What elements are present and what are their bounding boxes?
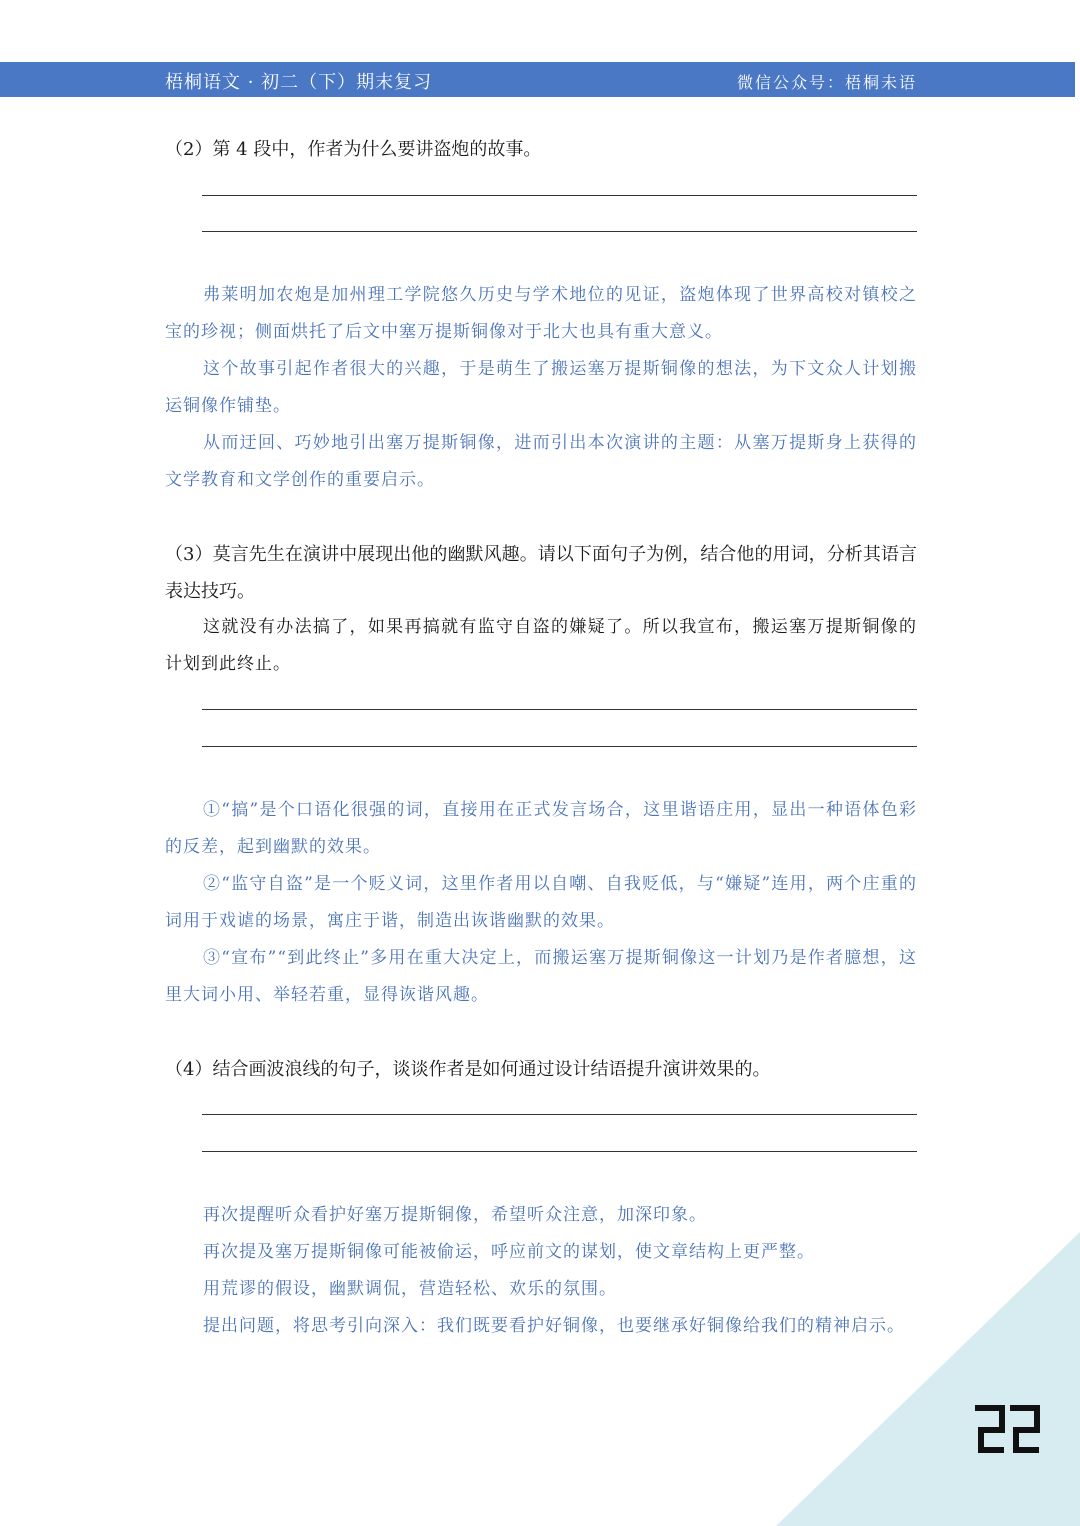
header-account: 微信公众号：梧桐未语 bbox=[736, 73, 917, 92]
answer-paragraph: ②“监守自盗”是一个贬义词，这里作者用以自嘲、自我贬低，与“嫌疑”连用，两个庄重的词用于戏谑的场景，寓庄于谐，制造出诙谐幽默的效果。 bbox=[165, 874, 917, 931]
answer-paragraph: 从而迂回、巧妙地引出塞万提斯铜像，进而引出本次演讲的主题：从塞万提斯身上获得的文学教育和文学创作的重要启示。 bbox=[165, 433, 917, 490]
page-number bbox=[972, 1402, 1042, 1458]
answer-line bbox=[202, 1151, 917, 1152]
question-3-prompt bbox=[165, 536, 917, 610]
quote-text: 这就没有办法搞了，如果再搞就有监守自盗的嫌疑了。所以我宣布，搬运塞万提斯铜像的计划到此终止。 bbox=[165, 617, 917, 674]
answer-line-text: 再次提醒听众看护好塞万提斯铜像，希望听众注意，加深印象。 bbox=[203, 1205, 707, 1225]
header-title: 梧桐语文 · 初二（下）期末复习 bbox=[165, 72, 433, 93]
answer-line bbox=[202, 231, 917, 232]
question-2-prompt: （2）第 4 段中，作者为什么要讲盗炮的故事。 bbox=[165, 139, 542, 160]
answer-paragraph: 这个故事引起作者很大的兴趣，于是萌生了搬运塞万提斯铜像的想法，为下文众人计划搬运铜像作铺垫。 bbox=[165, 359, 917, 416]
answer-line-text: 用荒谬的假设，幽默调侃，营造轻松、欢乐的氛围。 bbox=[203, 1279, 617, 1299]
answer-paragraph: 弗莱明加农炮是加州理工学院悠久历史与学术地位的见证，盗炮体现了世界高校对镇校之宝的珍视；侧面烘托了后文中塞万提斯铜像对于北大也具有重大意义。 bbox=[165, 285, 917, 342]
question-3-prompt-text: （3）莫言先生在演讲中展现出他的幽默风趣。请以下面句子为例，结合他的用词，分析其语言表达技巧。 bbox=[165, 544, 917, 602]
answer-line bbox=[202, 195, 917, 196]
answer-line-text: 提出问题，将思考引向深入：我们既要看护好铜像，也要继承好铜像给我们的精神启示。 bbox=[203, 1316, 905, 1336]
page-number-glyphs bbox=[972, 1402, 1042, 1458]
question-4-answer bbox=[203, 1197, 943, 1345]
header-bar bbox=[0, 62, 1075, 97]
question-2-answer bbox=[165, 277, 917, 499]
question-3-quote bbox=[165, 609, 917, 683]
answer-paragraph: ③“宣布”“到此终止”多用在重大决定上，而搬运塞万提斯铜像这一计划乃是作者臆想，这里大词小用、举轻若重，显得诙谐风趣。 bbox=[165, 948, 917, 1005]
answer-line-text: 再次提及塞万提斯铜像可能被偷运，呼应前文的谋划，使文章结构上更严整。 bbox=[203, 1242, 815, 1262]
question-4-prompt: （4）结合画波浪线的句子，谈谈作者是如何通过设计结语提升演讲效果的。 bbox=[165, 1059, 771, 1080]
answer-line bbox=[202, 709, 917, 710]
answer-line bbox=[202, 1114, 917, 1115]
answer-line bbox=[202, 746, 917, 747]
question-3-answer bbox=[165, 792, 917, 1014]
answer-paragraph: ①“搞”是个口语化很强的词，直接用在正式发言场合，这里谐语庄用，显出一种语体色彩的反差，起到幽默的效果。 bbox=[165, 800, 917, 857]
